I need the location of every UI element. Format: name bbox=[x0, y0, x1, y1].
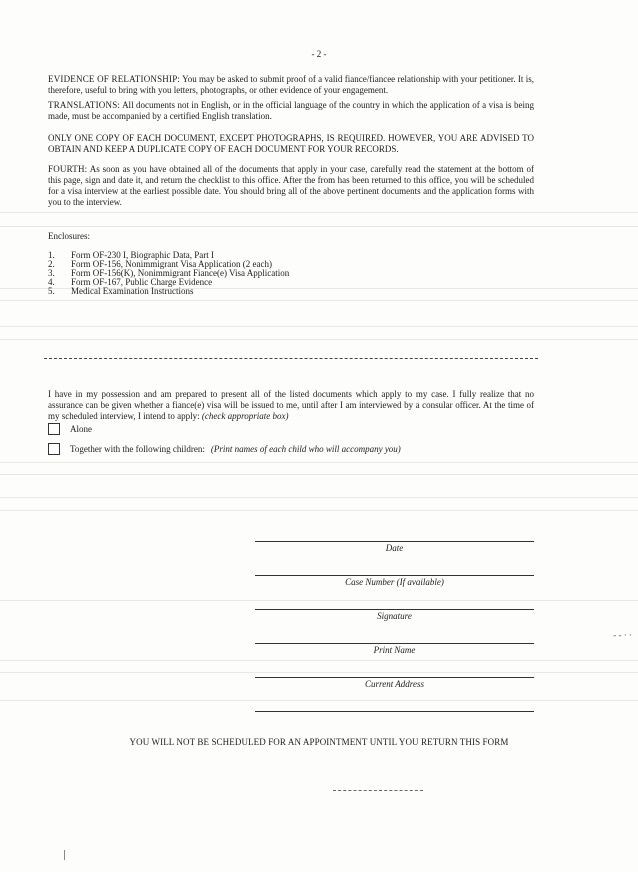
scan-artifact-dots: - - · · bbox=[613, 630, 632, 640]
option-alone[interactable] bbox=[48, 423, 92, 435]
date-label: Date bbox=[385, 543, 404, 553]
translations-paragraph bbox=[48, 100, 534, 122]
print-name-label: Print Name bbox=[373, 645, 416, 655]
option-with-children[interactable] bbox=[48, 443, 401, 455]
case-number-line[interactable] bbox=[255, 575, 534, 576]
list-item-text: Form OF-230 I, Biographic Data, Part I bbox=[71, 250, 214, 260]
alone-label: Alone bbox=[70, 424, 92, 434]
address-continuation-field[interactable] bbox=[255, 711, 534, 712]
fourth-lead: FOURTH: bbox=[48, 164, 88, 174]
alone-checkbox[interactable] bbox=[48, 423, 60, 435]
footer-notice: YOU WILL NOT BE SCHEDULED FOR AN APPOINTMENT UNTIL YOU RETURN THIS FORM bbox=[129, 737, 509, 747]
evidence-paragraph bbox=[48, 74, 534, 96]
statement-paragraph bbox=[48, 389, 534, 422]
list-item-number: 3. bbox=[48, 268, 55, 278]
fourth-body: As soon as you have obtained all of the documents that apply in your case, carefully read the statement at the bottom of this page, sign and date it, and return the checklist to this office. After the from has been returned to this office, you will be scheduled for a visa interview at the earliest possible date. You should bring all of the above pertinent documents and the application forms with you to the interview. bbox=[48, 164, 534, 207]
list-item-text: Form OF-156, Nonimmigrant Visa Application (2 each) bbox=[71, 259, 273, 269]
fourth-paragraph bbox=[48, 164, 534, 208]
statement-text: I have in my possession and am prepared to present all of the listed documents which apply to my case. I fully realize that no assurance can be given whether a fiance(e) visa will be issued to me, until after I am interviewed by a consular officer. At the time of my scheduled interview, I intend to apply: bbox=[48, 389, 534, 421]
address-continuation-line[interactable] bbox=[255, 711, 534, 712]
case-number-field[interactable] bbox=[255, 575, 534, 587]
enclosures-list bbox=[48, 251, 289, 296]
statement-instruction: (check appropriate box) bbox=[201, 411, 289, 421]
list-item-text: Form OF-167, Public Charge Evidence bbox=[71, 277, 213, 287]
case-number-label: Case Number (If available) bbox=[345, 577, 444, 587]
signature-line[interactable] bbox=[255, 609, 534, 610]
list-item-text: Medical Examination Instructions bbox=[71, 286, 194, 296]
translations-body: All documents not in English, or in the official language of the country in which the application of a visa is being made, must be accompanied by a certified English translation. bbox=[48, 100, 534, 121]
current-address-field[interactable] bbox=[255, 677, 534, 689]
print-name-line[interactable] bbox=[255, 643, 534, 644]
children-checkbox[interactable] bbox=[48, 443, 60, 455]
date-line[interactable] bbox=[255, 541, 534, 542]
current-address-line[interactable] bbox=[255, 677, 534, 678]
page-number: - 2 - bbox=[311, 49, 327, 59]
children-label: Together with the following children: bbox=[70, 444, 205, 454]
list-item-number: 4. bbox=[48, 277, 55, 287]
translations-lead: TRANSLATIONS: bbox=[48, 100, 121, 110]
scan-artifact-line bbox=[333, 790, 423, 791]
one-copy-paragraph: ONLY ONE COPY OF EACH DOCUMENT, EXCEPT PHOTOGRAPHS, IS REQUIRED. HOWEVER, YOU ARE ADVISED TO OBTAIN AND KEEP A DUPLICATE COPY OF EACH DOCUMENT FOR YOUR RECORDS. bbox=[48, 133, 534, 154]
date-field[interactable] bbox=[255, 541, 534, 553]
current-address-label: Current Address bbox=[365, 679, 424, 689]
evidence-lead: EVIDENCE OF RELATIONSHIP: bbox=[48, 74, 181, 84]
cut-line-divider bbox=[44, 358, 538, 359]
children-note: (Print names of each child who will accompany you) bbox=[210, 444, 401, 454]
evidence-body: You may be asked to submit proof of a valid fiance/fiancee relationship with your petitioner. It is, therefore, useful to bring with you letters, photographs, or other evidence of your engagement. bbox=[48, 74, 534, 95]
signature-label: Signature bbox=[377, 611, 412, 621]
list-item-number: 2. bbox=[48, 259, 55, 269]
print-name-field[interactable] bbox=[255, 643, 534, 655]
enclosures-title: Enclosures: bbox=[48, 231, 90, 241]
scan-artifact-corner bbox=[64, 850, 69, 860]
signature-field[interactable] bbox=[255, 609, 534, 621]
list-item-number: 5. bbox=[48, 286, 55, 296]
list-item bbox=[48, 287, 289, 296]
list-item-number: 1. bbox=[48, 250, 55, 260]
list-item-text: Form OF-156(K), Nonimmigrant Fiance(e) Visa Application bbox=[71, 268, 290, 278]
